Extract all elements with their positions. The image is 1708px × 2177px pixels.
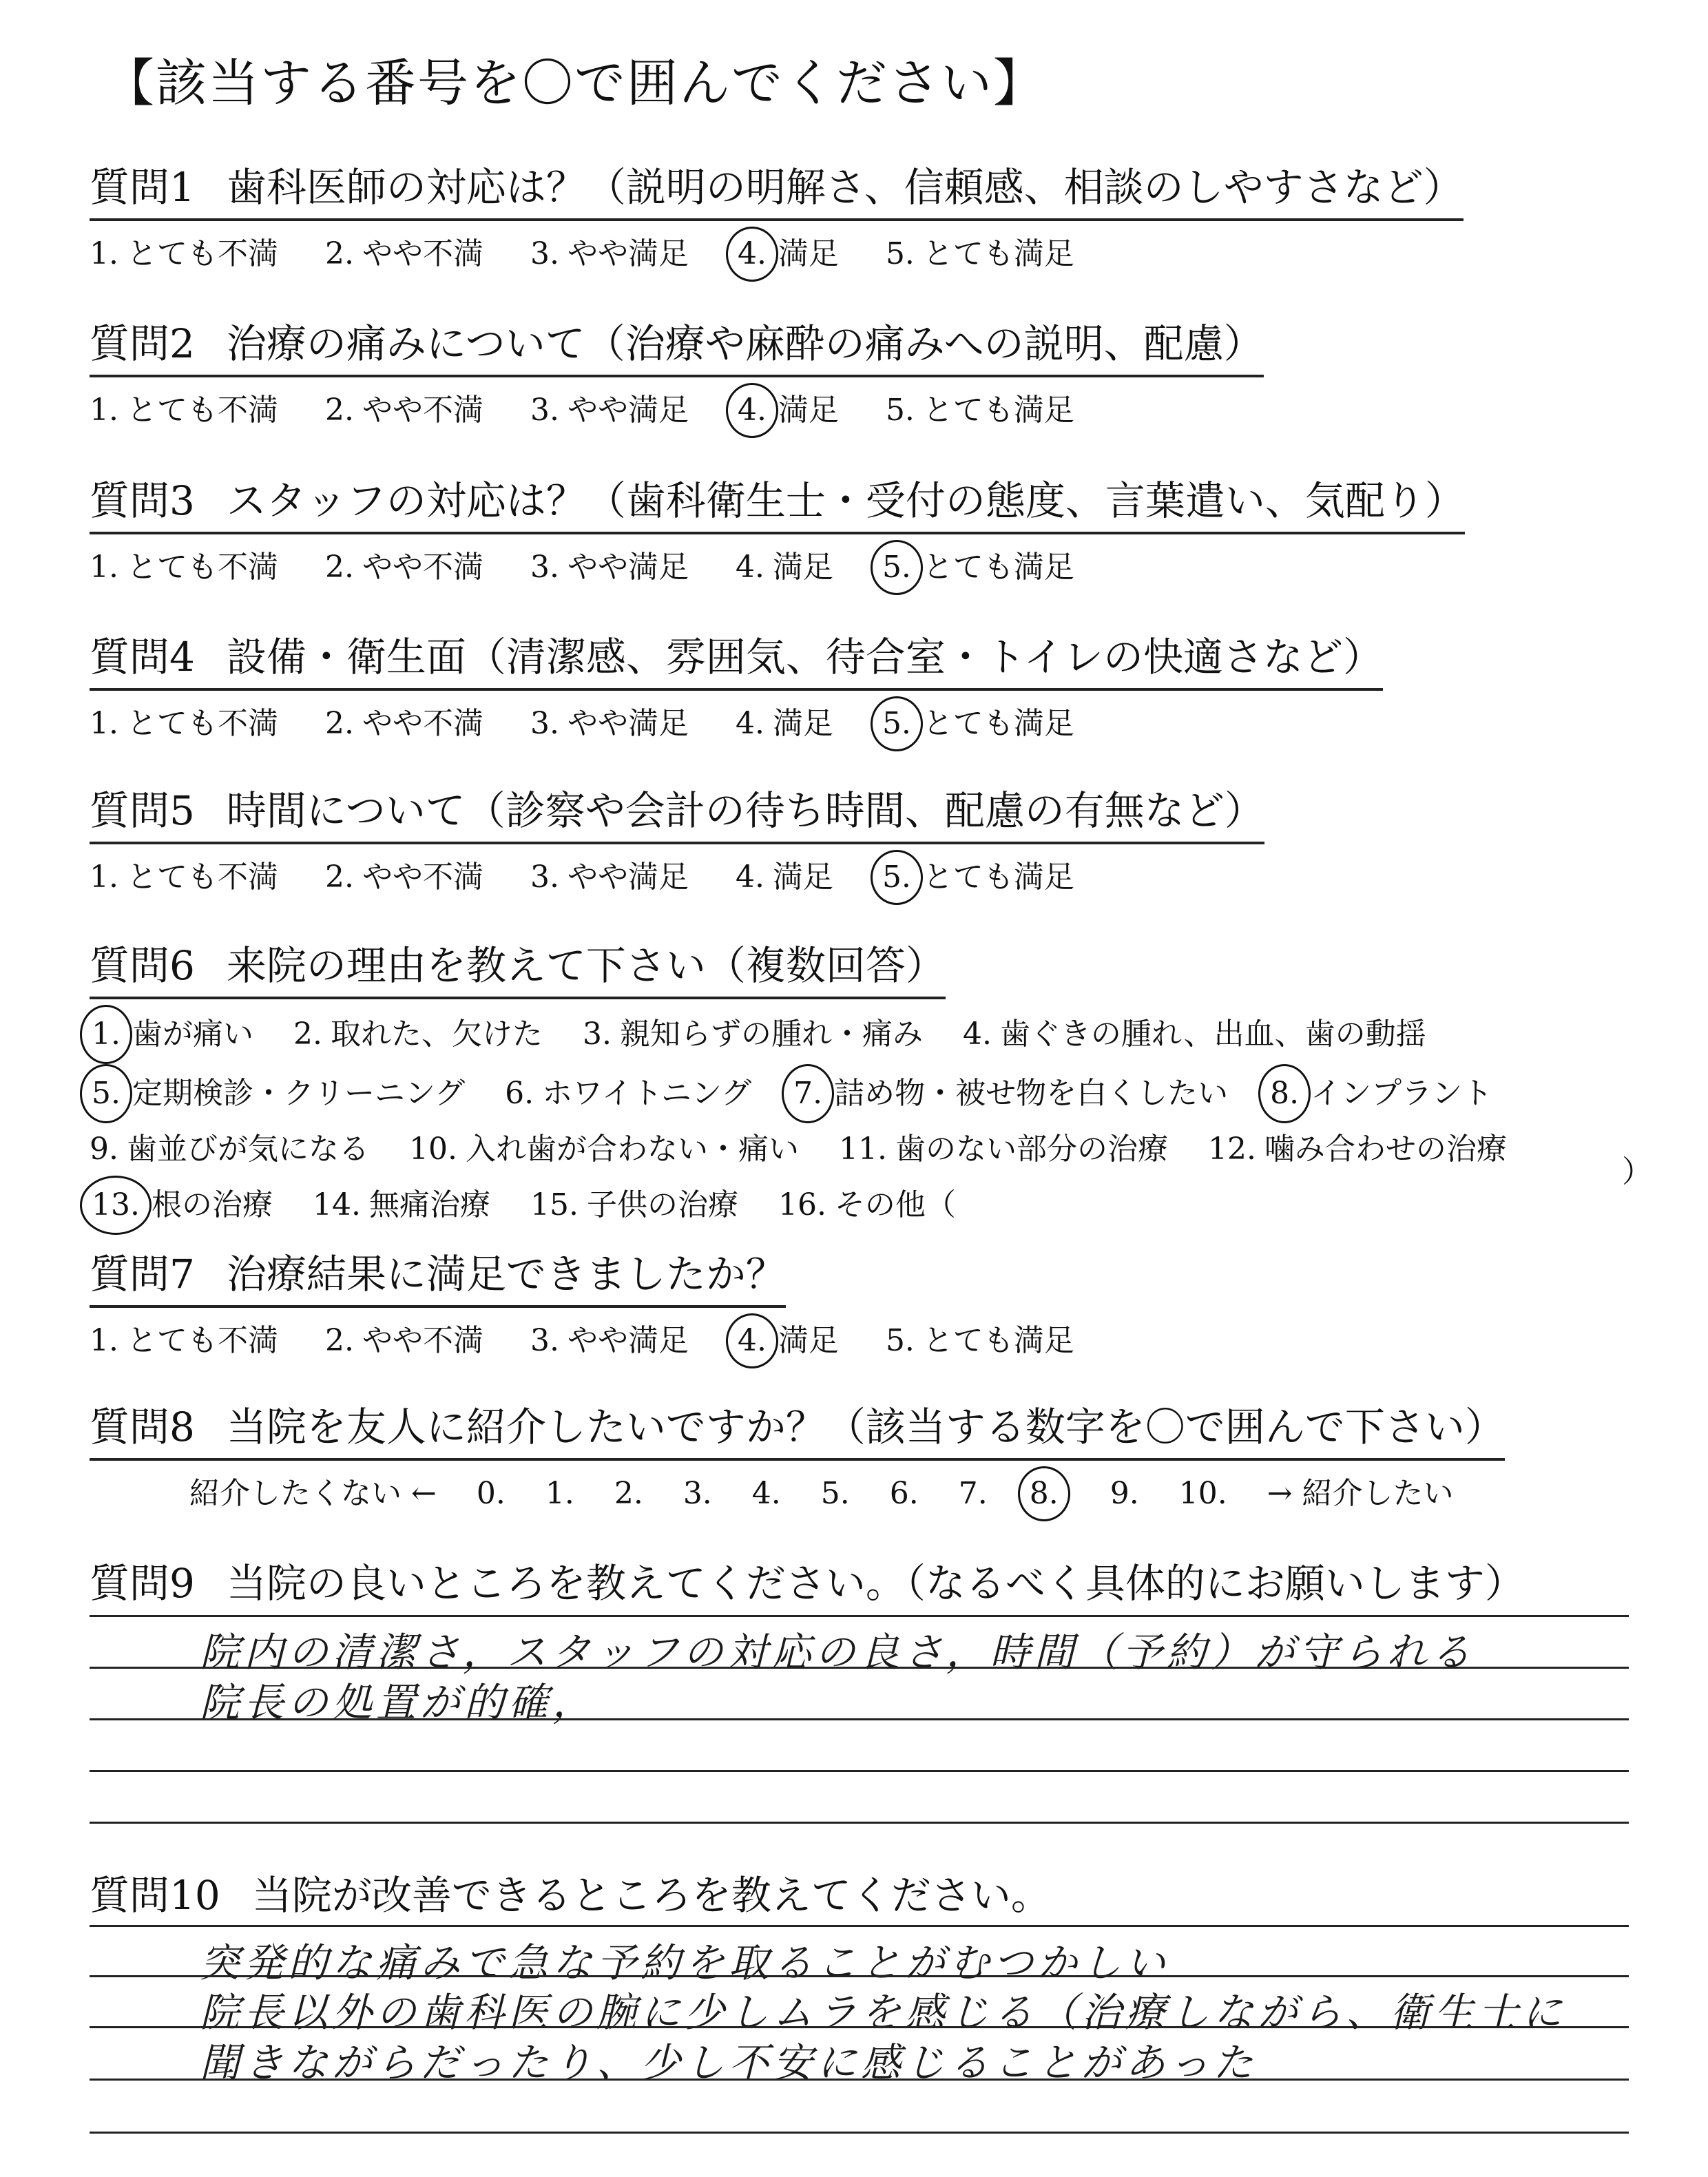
rating-options: [90, 850, 1674, 905]
rating-option-4-selected[interactable]: 4. 満足: [736, 383, 839, 438]
rating-option-2[interactable]: 2. やや不満: [324, 706, 483, 741]
scale-left-label: 紹介したくない ←: [189, 1476, 437, 1511]
reason-option-4[interactable]: 4. 歯ぐきの腫れ、出血、歯の動揺: [962, 1017, 1426, 1052]
question-text: 当院が改善できるところを教えてください。: [251, 1872, 1051, 1919]
question-6: [90, 933, 1674, 1235]
rating-option-4[interactable]: 4. 満足: [735, 550, 833, 585]
reason-option-11[interactable]: 11. 歯のない部分の治療: [838, 1132, 1168, 1167]
handwritten-answer-line: 院長の処置が的確，: [200, 1679, 597, 1726]
rating-option-3[interactable]: 3. やや満足: [530, 1323, 689, 1358]
question-text: 当院の良いところを教えてください。（なるべく具体的にお願いします）: [226, 1560, 1525, 1607]
scale-option-8-selected[interactable]: 8.: [1028, 1466, 1070, 1521]
reason-option-1-selected[interactable]: 1. 歯が痛い: [90, 1005, 253, 1064]
question-7: [90, 1242, 1674, 1368]
reason-row: [90, 1064, 1674, 1123]
question-9: [90, 1551, 1674, 1609]
reason-options: [90, 1005, 1674, 1235]
reason-option-15[interactable]: 15. 子供の治療: [530, 1187, 738, 1222]
rating-option-2[interactable]: 2. やや不満: [324, 236, 483, 271]
rating-option-5-selected[interactable]: 5. とても満足: [880, 540, 1074, 595]
rating-option-2[interactable]: 2. やや不満: [324, 860, 483, 895]
question-number: 質問2: [90, 320, 195, 367]
question-heading: [90, 1395, 1505, 1461]
question-text: 設備・衛生面（清潔感、雰囲気、待合室・トイレの快適さなど）: [226, 634, 1384, 680]
question-text: スタッフの対応は？（歯科衛生士・受付の態度、言葉遣い、気配り）: [226, 477, 1465, 524]
answer-rule: [90, 2026, 1629, 2028]
rating-option-4-selected[interactable]: 4. 満足: [736, 1313, 839, 1368]
question-8: [90, 1395, 1674, 1521]
rating-option-1[interactable]: 1. とても不満: [90, 860, 278, 895]
rating-option-5[interactable]: 5. とても満足: [885, 393, 1074, 428]
question-2: [90, 311, 1674, 438]
question-text: 時間について（診察や会計の待ち時間、配慮の有無など）: [226, 787, 1264, 834]
reason-option-14[interactable]: 14. 無痛治療: [312, 1187, 490, 1222]
rating-option-1[interactable]: 1. とても不満: [90, 393, 278, 428]
rating-option-2[interactable]: 2. やや不満: [324, 393, 483, 428]
reason-option-9[interactable]: 9. 歯並びが気になる: [90, 1132, 369, 1167]
question-5: [90, 778, 1674, 905]
handwritten-answer-line: 院長以外の歯科医の腕に少しムラを感じる（治療しながら、衛生士に: [200, 1989, 1567, 2036]
rating-option-5[interactable]: 5. とても満足: [885, 1323, 1074, 1358]
scale-option-0[interactable]: 0.: [476, 1476, 506, 1511]
rating-option-4-selected[interactable]: 4. 満足: [736, 227, 839, 282]
question-number: 質問5: [90, 787, 195, 834]
question-10: [90, 1863, 1674, 1921]
question-text: 治療の痛みについて（治療や麻酔の痛みへの説明、配慮）: [226, 320, 1264, 367]
question-4: [90, 625, 1674, 751]
reason-option-6[interactable]: 6. ホワイトニング: [505, 1076, 752, 1111]
scale-option-4[interactable]: 4.: [751, 1476, 781, 1511]
answer-rule: [90, 1770, 1629, 1772]
question-text: 来院の理由を教えて下さい（複数回答）: [226, 942, 946, 989]
question-text: 当院を友人に紹介したいですか？（該当する数字を〇で囲んで下さい）: [226, 1404, 1505, 1450]
answer-rule: [90, 1925, 1629, 1927]
question-heading: [90, 1551, 1674, 1609]
reason-option-13-selected[interactable]: 13. 根の治療: [90, 1176, 273, 1235]
rating-option-1[interactable]: 1. とても不満: [90, 1323, 278, 1358]
rating-option-4[interactable]: 4. 満足: [735, 706, 833, 741]
handwritten-answer-line: 突発的な痛みで急な予約を取ることがむつかしい: [200, 1939, 1170, 1986]
question-heading: [90, 468, 1465, 534]
rating-option-5[interactable]: 5. とても満足: [885, 236, 1074, 271]
rating-option-3[interactable]: 3. やや満足: [530, 860, 689, 895]
reason-option-16-other[interactable]: 16. その他（: [778, 1187, 956, 1222]
reason-option-2[interactable]: 2. 取れた、欠けた: [293, 1017, 543, 1052]
rating-option-3[interactable]: 3. やや満足: [530, 393, 689, 428]
reason-option-8-selected[interactable]: 8. インプラント: [1268, 1064, 1492, 1123]
rating-option-1[interactable]: 1. とても不満: [90, 550, 278, 585]
question-number: 質問3: [90, 477, 195, 524]
reason-option-5-selected[interactable]: 5. 定期検診・クリーニング: [90, 1064, 465, 1123]
scale-option-6[interactable]: 6.: [889, 1476, 919, 1511]
rating-option-5-selected[interactable]: 5. とても満足: [880, 850, 1074, 905]
scale-option-9[interactable]: 9.: [1110, 1476, 1139, 1511]
reason-option-7-selected[interactable]: 7. 詰め物・被せ物を白くしたい: [791, 1064, 1228, 1123]
rating-option-5-selected[interactable]: 5. とても満足: [880, 696, 1074, 751]
answer-rule: [90, 1975, 1629, 1977]
question-heading: [90, 311, 1264, 377]
recommend-scale: [90, 1466, 1674, 1521]
rating-options: [90, 540, 1674, 595]
rating-option-2[interactable]: 2. やや不満: [324, 550, 483, 585]
scale-option-2[interactable]: 2.: [614, 1476, 643, 1511]
question-text: 治療結果に満足できましたか？: [226, 1251, 786, 1298]
answer-rule: [90, 1667, 1629, 1669]
question-number: 質問4: [90, 634, 195, 680]
question-heading: [90, 933, 946, 999]
answer-rule: [90, 2132, 1629, 2134]
question-heading: [90, 778, 1264, 844]
question-heading: [90, 155, 1464, 221]
question-number: 質問10: [90, 1872, 220, 1919]
rating-options: [90, 696, 1674, 751]
answer-rule: [90, 1822, 1629, 1824]
question-heading: [90, 625, 1383, 691]
reason-option-12[interactable]: 12. 噛み合わせの治療: [1207, 1132, 1507, 1167]
handwritten-answer-line: 聞きながらだったり、少し不安に感じることがあった: [200, 2039, 1258, 2086]
question-3: [90, 468, 1674, 595]
scale-right-label: → 紹介したい: [1267, 1476, 1454, 1511]
reason-row: [90, 1005, 1674, 1064]
question-text: 歯科医師の対応は？（説明の明解さ、信頼感、相談のしやすさなど）: [226, 164, 1464, 211]
answer-rule: [90, 2079, 1629, 2081]
rating-option-1[interactable]: 1. とても不満: [90, 706, 278, 741]
scale-option-3[interactable]: 3.: [683, 1476, 712, 1511]
answer-rule: [90, 1718, 1629, 1720]
rating-option-3[interactable]: 3. やや満足: [530, 550, 689, 585]
rating-options: [90, 227, 1674, 282]
question-number: 質問8: [90, 1404, 195, 1450]
handwritten-answer-line: 院内の清潔さ，スタッフの対応の良さ，時間（予約）が守られる: [200, 1629, 1475, 1676]
rating-options: [90, 383, 1674, 438]
page-title: 【該当する番号を〇で囲んでください】: [103, 54, 1045, 113]
question-1: [90, 155, 1674, 282]
scale-option-1[interactable]: 1.: [545, 1476, 574, 1511]
question-heading: [90, 1242, 786, 1308]
scale-option-7[interactable]: 7.: [958, 1476, 988, 1511]
rating-option-3[interactable]: 3. やや満足: [530, 706, 689, 741]
rating-option-1[interactable]: 1. とても不満: [90, 236, 278, 271]
scale-option-10[interactable]: 10.: [1178, 1476, 1227, 1511]
rating-option-3[interactable]: 3. やや満足: [530, 236, 689, 271]
answer-rule: [90, 1615, 1629, 1617]
reason-option-10[interactable]: 10. 入れ歯が合わない・痛い: [408, 1132, 799, 1167]
question-heading: [90, 1863, 1674, 1921]
reason-row: [90, 1123, 1674, 1176]
rating-option-4[interactable]: 4. 満足: [735, 860, 833, 895]
question-number: 質問7: [90, 1251, 195, 1298]
rating-option-2[interactable]: 2. やや不満: [324, 1323, 483, 1358]
scale-option-5[interactable]: 5.: [820, 1476, 850, 1511]
rating-options: [90, 1313, 1674, 1368]
reason-option-3[interactable]: 3. 親知らずの腫れ・痛み: [582, 1017, 923, 1052]
question-number: 質問9: [90, 1560, 195, 1607]
other-close-paren: ）: [1622, 1154, 1652, 1189]
reason-row: [90, 1176, 1674, 1235]
question-number: 質問6: [90, 942, 195, 989]
question-number: 質問1: [90, 164, 195, 211]
